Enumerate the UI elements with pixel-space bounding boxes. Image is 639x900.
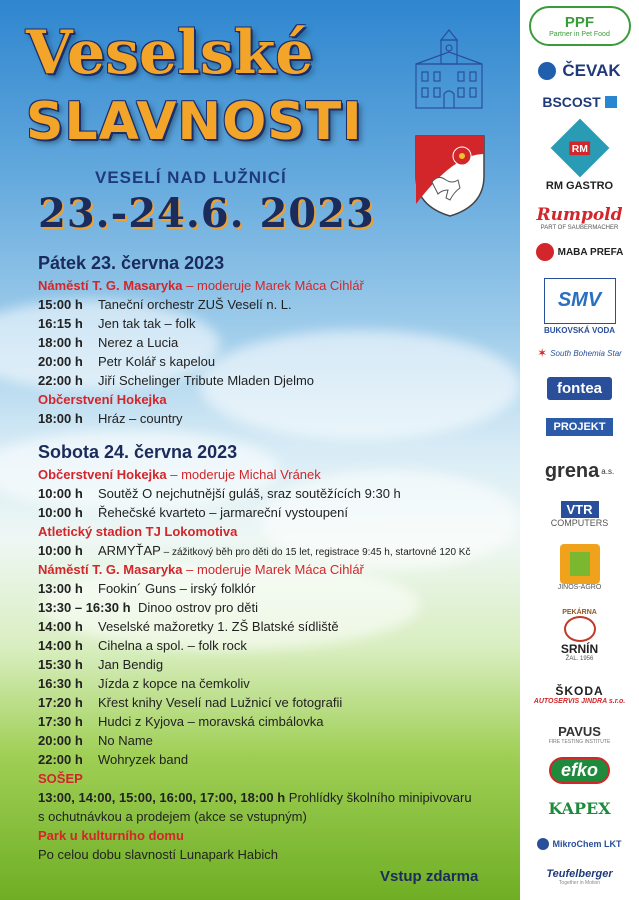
rm-logo: RM (525, 120, 634, 176)
mikrochem-globe-icon (537, 838, 549, 850)
event-row: 20:00 h No Name (38, 733, 153, 748)
jinos-mark-icon (570, 552, 590, 576)
ppf-logo: PPF Partner in Pet Food (525, 6, 634, 46)
rumpold-logo: Rumpold PART OF SAUBERMACHER (536, 205, 623, 231)
venue-heading: SOŠEP (38, 771, 83, 786)
grena-logo: grena a.s. (544, 459, 615, 482)
event-row: 15:30 h Jan Bendig (38, 657, 164, 672)
free-entry-label: Vstup zdarma (380, 868, 479, 885)
event-row: 18:00 h Hráz – country (38, 411, 183, 426)
event-row: 14:00 h Cihelna a spol. – folk rock (38, 638, 247, 653)
event-row: 15:00 h Taneční orchestr ZUŠ Veselí n. L. (38, 297, 292, 312)
venue-heading: Náměstí T. G. Masaryka – moderuje Marek Máca Cihlář (38, 562, 364, 577)
event-row: 17:20 h Křest knihy Veselí nad Lužnicí ve fotografii (38, 695, 343, 710)
cevak-drop-icon (538, 62, 556, 80)
event-row: 18:00 h Nerez a Lucia (38, 335, 179, 350)
jinos-agro-logo: JINOS-AGRO (525, 538, 634, 596)
teufelberger-logo: Teufelberger Together in Motion (546, 868, 613, 886)
event-row: 10:00 h Soutěž O nejchutnější guláš, sraz soutěžících 9:30 h (38, 486, 401, 501)
vtr-logo: VTR COMPUTERS (550, 501, 609, 528)
event-row: Po celou dobu slavností Lunapark Habich (38, 847, 278, 862)
poster-title: Veselské (26, 18, 314, 88)
efko-logo: efko (525, 754, 634, 786)
bscost-square-icon (605, 96, 617, 108)
event-row: 13:30 – 16:30 h Dinoo ostrov pro děti (38, 600, 258, 615)
maba-logo: MABA PREFA (525, 240, 634, 264)
maba-badge-icon (536, 243, 554, 261)
kapex-logo: KAPEX (548, 798, 611, 818)
event-row: 10:00 h Řehečské kvarteto – jarmareční vystoupení (38, 505, 349, 520)
pavus-logo: PAVUS FIRE TESTING INSTITUTE (548, 723, 611, 745)
bukovska-voda-logo: SMV BUKOVSKÁ VODA (525, 276, 634, 336)
fc-projekt-logo: PROJEKT (525, 416, 634, 438)
south-bohemia-star-logo: ✶ South Bohemia Star (537, 346, 622, 360)
event-row: 10:00 h ARMYŤAP – zážitkový běh pro děti do 15 let, registrace 9:45 h, startovné 120 Kč (38, 543, 471, 558)
town-name: VESELÍ NAD LUŽNICÍ (95, 168, 287, 187)
event-row: 20:00 h Petr Kolář s kapelou (38, 354, 216, 369)
event-row: 16:30 h Jízda z kopce na čemkoliv (38, 676, 250, 691)
venue-heading: Park u kulturního domu (38, 828, 184, 843)
fontea-logo: fontea (525, 374, 634, 402)
day-heading-friday: Pátek 23. června 2023 (38, 253, 225, 273)
cevak-logo: ČEVAK (525, 58, 634, 84)
poster-subtitle: SLAVNOSTI (26, 92, 363, 152)
bscost-logo: BSCOST (525, 90, 634, 114)
festival-dates: 23.-24.6. 2023 (38, 190, 375, 237)
venue-heading: Atletický stadion TJ Lokomotiva (38, 524, 238, 539)
event-row: 22:00 h Wohryzek band (38, 752, 189, 767)
venue-heading: Občerstvení Hokejka – moderuje Michal Vránek (38, 467, 321, 482)
venue-heading: Náměstí T. G. Masaryka – moderuje Marek Máca Cihlář (38, 278, 364, 293)
event-row: 17:30 h Hudci z Kyjova – moravská cimbálovka (38, 714, 324, 729)
star-icon: ✶ (537, 346, 548, 360)
wheat-emblem-icon (564, 616, 596, 642)
event-row: 22:00 h Jiří Schelinger Tribute Mladen Djelmo (38, 373, 315, 388)
pekarna-srnin-logo: PEKÁRNA SRNÍN ŽAL. 1956 (560, 608, 599, 662)
event-row: 13:00 h Fookin´ Guns – irský folklór (38, 581, 256, 596)
coat-of-arms-icon (414, 134, 486, 218)
sponsor-column (520, 0, 639, 900)
skoda-autoservis-logo: ŠKODA AUTOSERVIS JINDRA s.r.o. (533, 683, 626, 705)
rm-gastro-label: RM GASTRO (545, 180, 614, 192)
event-row: 13:00, 14:00, 15:00, 16:00, 17:00, 18:00 h Prohlídky školního minipivovaru (38, 790, 472, 805)
event-row: 16:15 h Jen tak tak – folk (38, 316, 196, 331)
venue-heading: Občerstvení Hokejka (38, 392, 167, 407)
event-row-continued: s ochutnávkou a prodejem (akce se vstupným) (38, 809, 307, 824)
mikrochem-logo: MikroChem LKT (525, 834, 634, 854)
event-row: 14:00 h Veselské mažoretky 1. ZŠ Blatské sídliště (38, 619, 339, 634)
day-heading-saturday: Sobota 24. června 2023 (38, 442, 238, 462)
town-hall-icon (410, 28, 488, 112)
